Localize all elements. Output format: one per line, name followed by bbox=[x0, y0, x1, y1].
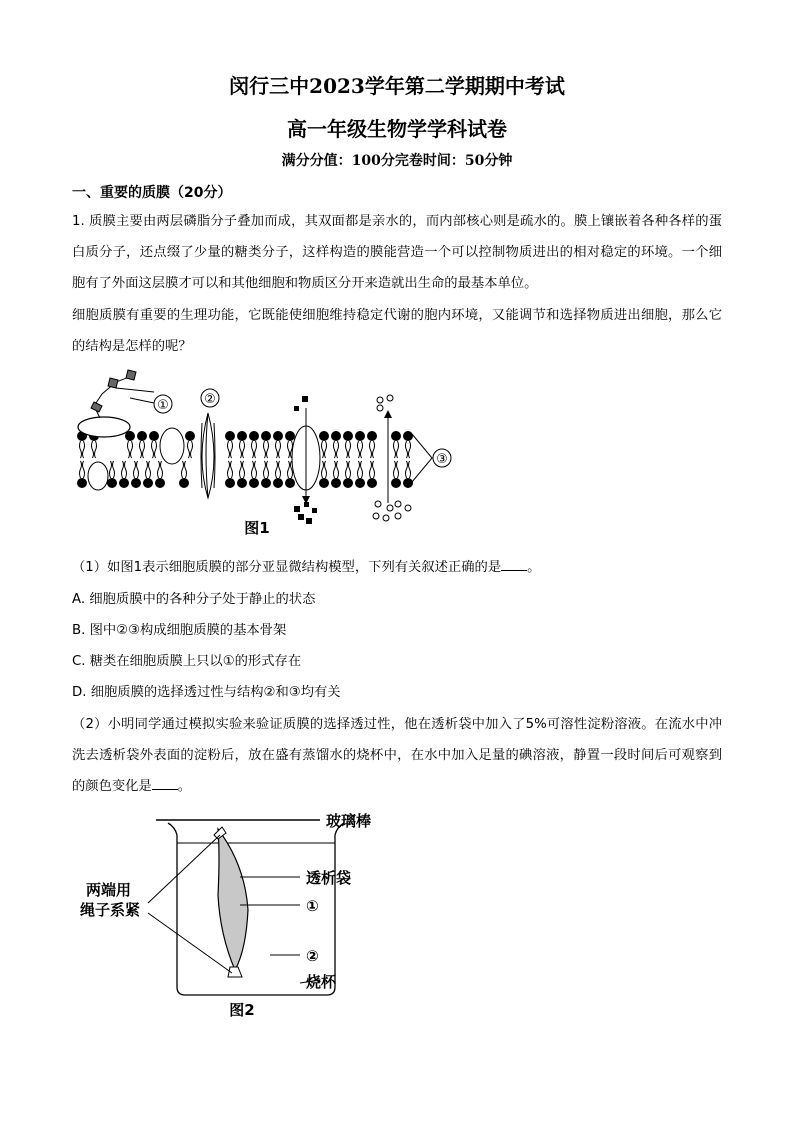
question-1-stem: （1）如图1表示细胞质膜的部分亚显微结构模型，下列有关叙述正确的是 。 bbox=[72, 560, 541, 575]
option-b: B. 图中②③构成细胞质膜的基本骨架 bbox=[72, 623, 287, 638]
section-heading: 一、重要的质膜（20分） bbox=[72, 185, 232, 201]
tie-label-line1: 两端用 bbox=[86, 881, 132, 899]
exam-subtitle: 高一年级生物学学科试卷 bbox=[287, 117, 507, 141]
beaker-label: 烧杯 bbox=[306, 973, 337, 991]
rod-label: 玻璃棒 bbox=[326, 812, 372, 830]
answer-blank-1 bbox=[501, 558, 527, 571]
tie-label-line2: 绳子系紧 bbox=[80, 901, 141, 919]
figure-1-label-2: ② bbox=[204, 392, 216, 407]
figure-2-label-2: ② bbox=[306, 947, 319, 965]
bag-label: 透析袋 bbox=[306, 869, 352, 887]
figure-2-label-1: ① bbox=[306, 897, 319, 915]
figure-1-label-3: ③ bbox=[436, 452, 448, 467]
figure-2-caption: 图2 bbox=[229, 1001, 255, 1019]
option-a: A. 细胞质膜中的各种分子处于静止的状态 bbox=[72, 592, 316, 607]
question-intro-2: 细胞质膜有重要的生理功能，它既能使细胞维持稳定代谢的胞内环境，又能调节和选择物质进出细胞，那么它的结构是怎样的呢？ bbox=[72, 308, 722, 354]
figure-1-caption: 图1 bbox=[244, 519, 270, 537]
exam-title: 闵行三中2023学年第二学期期中考试 bbox=[229, 74, 565, 98]
question-intro: 1. 质膜主要由两层磷脂分子叠加而成，其双面都是亲水的，而内部核心则是疏水的。膜上镶嵌着各种各样的蛋白质分子，还点缀了少量的糖类分子，这样构造的膜能营造一个可以控制物质进出的相对稳定的环境。一个细胞有了外面这层膜才可以和其他细胞和物质区分开来造就出生命的最基本单位。 bbox=[72, 214, 722, 291]
figure-2-dialysis-diagram bbox=[80, 805, 400, 1025]
option-d: D. 细胞质膜的选择透过性与结构②和③均有关 bbox=[72, 685, 341, 700]
question-2-stem: （2）小明同学通过模拟实验来验证质膜的选择透过性，他在透析袋中加入了5%可溶性淀粉溶液。在流水中冲洗去透析袋外表面的淀粉后，放在盛有蒸馏水的烧杯中，在水中加入足量的碘溶液，静置一段时间后可观察到的颜色变化是 。 bbox=[72, 717, 722, 794]
option-c: C. 糖类在细胞质膜上只以①的形式存在 bbox=[72, 654, 302, 669]
figure-1-membrane-diagram bbox=[72, 368, 472, 543]
figure-1-label-1: ① bbox=[157, 398, 169, 413]
exam-info: 满分分值：100分完卷时间：50分钟 bbox=[281, 153, 513, 169]
answer-blank-2 bbox=[152, 777, 178, 790]
